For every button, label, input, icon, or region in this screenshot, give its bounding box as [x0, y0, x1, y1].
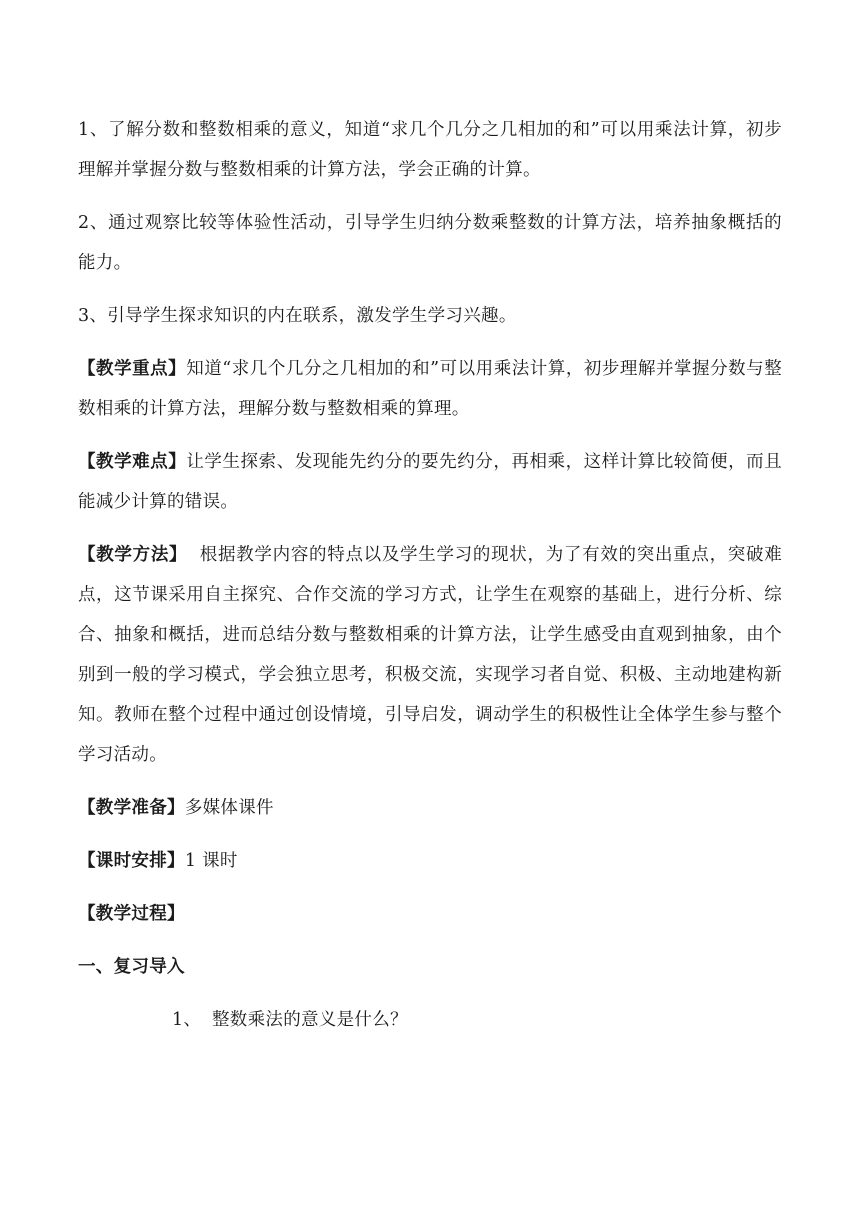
schedule-paragraph — [78, 841, 782, 881]
document-page — [78, 110, 782, 1040]
methods-label: 【教学方法】 — [78, 545, 188, 565]
process-paragraph — [78, 894, 782, 934]
preparation-text: 多媒体课件 — [184, 798, 274, 818]
preparation-paragraph — [78, 788, 782, 828]
key-points-label: 【教学重点】 — [78, 359, 187, 379]
section-one-heading: 一、复习导入 — [78, 957, 185, 977]
key-points-text: 知道“求几个几分之几相加的和”可以用乘法计算，初步理解并掌握分数与整数相乘的计算方法，理解分数与整数相乘的算理。 — [78, 359, 782, 419]
difficulties-label: 【教学难点】 — [78, 452, 187, 472]
list-item-text: 整数乘法的意义是什么？ — [212, 1010, 408, 1030]
methods-text: 根据教学内容的特点以及学生学习的现状，为了有效的突出重点，突破难点，这节课采用自主探究、合作交流的学习方式，让学生在观察的基础上，进行分析、综合、抽象和概括，进而总结分数与整数相乘的计算方法，让学生感受由直观到抽象，由个别到一般的学习模式，学会独立思考，积极交流，实现学习者自觉、积极、主动地建构新知。教师在整个过程中通过创设情境，引导启发，调动学生的积极性让全体学生参与整个学习活动。 — [78, 545, 782, 765]
key-points-paragraph — [78, 349, 782, 429]
process-label: 【教学过程】 — [78, 904, 185, 924]
schedule-label: 【课时安排】 — [78, 851, 185, 871]
preparation-label: 【教学准备】 — [78, 798, 185, 818]
difficulties-text: 让学生探索、发现能先约分的要先约分，再相乘，这样计算比较简便，而且能减少计算的错误。 — [78, 452, 782, 512]
list-item-number: 1、 — [172, 1010, 202, 1030]
methods-paragraph — [78, 535, 782, 775]
objective-1: 1、了解分数和整数相乘的意义，知道“求几个几分之几相加的和”可以用乘法计算，初步理解并掌握分数与整数相乘的计算方法，学会正确的计算。 — [78, 120, 782, 180]
objective-3: 3、引导学生探求知识的内在联系，激发学生学习兴趣。 — [78, 306, 517, 326]
difficulties-paragraph — [78, 442, 782, 522]
objective-2: 2、通过观察比较等体验性活动，引导学生归纳分数乘整数的计算方法，培养抽象概括的能力。 — [78, 213, 782, 273]
list-item — [78, 1000, 782, 1040]
schedule-text: 1 课时 — [184, 851, 238, 871]
